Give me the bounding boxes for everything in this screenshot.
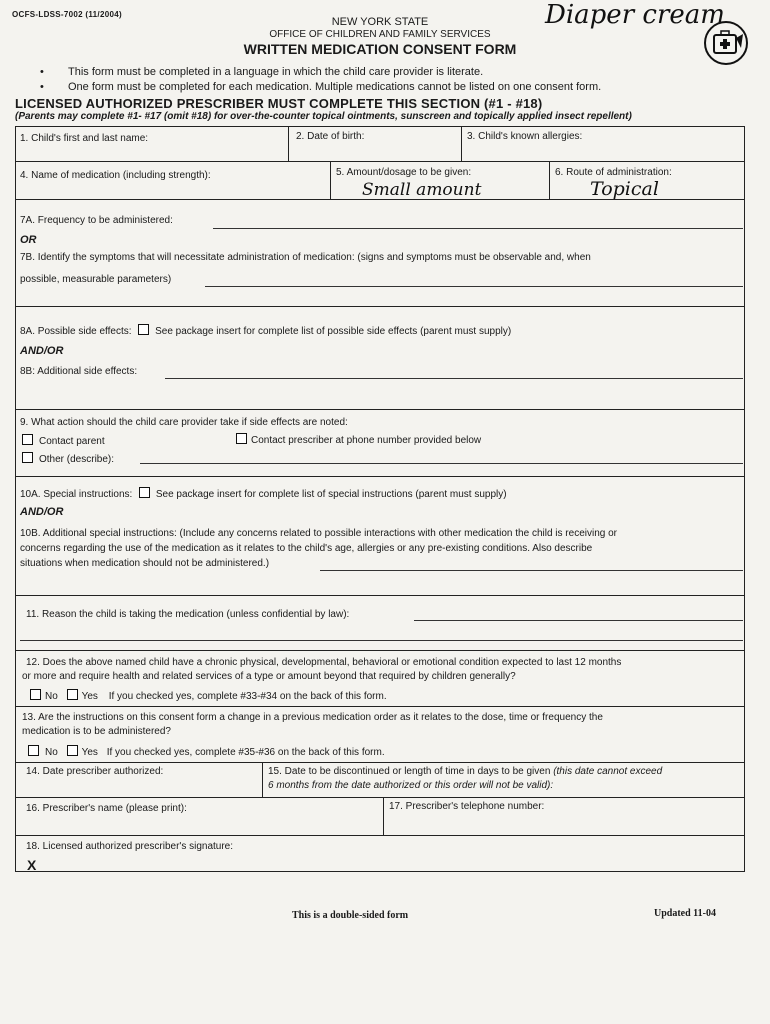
action-label: 9. What action should the child care provider take if side effects are noted:: [20, 417, 348, 428]
additional-side-effects-label: 8B: Additional side effects:: [20, 366, 138, 377]
frequency-label: 7A. Frequency to be administered:: [20, 215, 173, 226]
change-yes-checkbox[interactable]: [67, 745, 78, 756]
chronic-condition-label-2: or more and require health and related services of a type or amount beyond that required by children generally?: [22, 671, 516, 682]
discontinue-italic: (this date cannot exceed: [553, 766, 663, 777]
section-title: LICENSED AUTHORIZED PRESCRIBER MUST COMPLETE THIS SECTION (#1 - #18): [15, 96, 543, 111]
side-effects-package-text: See package insert for complete list of possible side effects (parent must supply): [155, 326, 512, 337]
chronic-condition-label: 12. Does the above named child have a chronic physical, developmental, behavioral or emotional condition expected to last 12 months: [26, 657, 622, 668]
handwritten-title: Diaper cream: [545, 0, 725, 30]
chronic-no-checkbox[interactable]: [30, 689, 41, 700]
discontinue-label: [268, 766, 662, 777]
special-instructions-package-text: See package insert for complete list of special instructions (parent must supply): [155, 489, 507, 500]
change-order-label-2: medication is to be administered?: [22, 726, 171, 737]
other-text: Other (describe):: [39, 454, 115, 465]
section-note: (Parents may complete #1- #17 (omit #18) for over-the-counter topical ointments, sunscreen and topically applied insect repellent): [15, 111, 632, 122]
contact-parent-text: Contact parent: [39, 436, 105, 447]
discontinue-text: 15. Date to be discontinued or length of time in days to be given: [268, 766, 551, 777]
reason-label: 11. Reason the child is taking the medication (unless confidential by law):: [26, 609, 350, 620]
contact-prescriber-option[interactable]: [236, 433, 481, 446]
side-effects-package-checkbox[interactable]: [138, 324, 149, 335]
chronic-no-text: No: [45, 691, 58, 702]
prescriber-phone-label: 17. Prescriber's telephone number:: [389, 801, 545, 812]
child-name-label: 1. Child's first and last name:: [20, 133, 149, 144]
medication-name-label: 4. Name of medication (including strength):: [20, 170, 211, 181]
dob-label: 2. Date of birth:: [296, 131, 365, 142]
signature-label: 18. Licensed authorized prescriber's signature:: [26, 841, 234, 852]
instruction-1: • This form must be completed in a language in which the child care provider is literate.: [68, 66, 483, 78]
other-checkbox[interactable]: [22, 452, 33, 463]
side-effects-text: 8A. Possible side effects:: [20, 326, 132, 337]
other-option[interactable]: [22, 452, 114, 465]
contact-parent-checkbox[interactable]: [22, 434, 33, 445]
chronic-yes-text: Yes: [81, 691, 98, 702]
symptoms-label-2: possible, measurable parameters): [20, 274, 172, 285]
state-name: NEW YORK STATE: [331, 16, 429, 28]
change-no-checkbox[interactable]: [28, 745, 39, 756]
side-effects-label: [20, 324, 511, 337]
additional-instructions-label-3: situations when medication should not be administered.): [20, 558, 270, 569]
updated-date: Updated 11-04: [654, 908, 716, 919]
chronic-condition-options: [30, 689, 387, 702]
allergies-label: 3. Child's known allergies:: [467, 131, 583, 142]
dosage-value: Small amount: [362, 180, 482, 200]
double-sided-note: This is a double-sided form: [292, 910, 409, 921]
symptoms-label: 7B. Identify the symptoms that will necessitate administration of medication: (signs and symptoms must be observable and, when: [20, 252, 591, 263]
change-note: If you checked yes, complete #35-#36 on the back of this form.: [106, 747, 385, 758]
page-title: WRITTEN MEDICATION CONSENT FORM: [243, 41, 517, 57]
medical-kit-icon: [703, 20, 749, 66]
or-label: OR: [20, 234, 37, 246]
form-code: OCFS-LDSS-7002 (11/2004): [12, 10, 122, 19]
change-no-text: No: [45, 747, 58, 758]
date-authorized-label: 14. Date prescriber authorized:: [26, 766, 164, 777]
change-order-options: [28, 745, 385, 758]
discontinue-label-2: 6 months from the date authorized or this order will not be valid):: [268, 780, 554, 791]
dosage-label: 5. Amount/dosage to be given:: [336, 167, 472, 178]
special-instructions-label: [20, 487, 507, 500]
andor-label: AND/OR: [20, 345, 64, 357]
contact-parent-option[interactable]: [22, 434, 105, 447]
special-instructions-text: 10A. Special instructions:: [20, 489, 133, 500]
change-order-label: 13. Are the instructions on this consent form a change in a previous medication order as it relates to the dose, time or frequency the: [22, 712, 603, 723]
additional-instructions-label-2: concerns regarding the use of the medication as it relates to the child's age, allergies or any pre-existing conditions. Also describe: [20, 543, 593, 554]
instruction-2: • One form must be completed for each medication. Multiple medications cannot be listed on one consent form.: [68, 81, 601, 93]
special-instructions-package-checkbox[interactable]: [139, 487, 150, 498]
prescriber-name-label: 16. Prescriber's name (please print):: [26, 803, 187, 814]
additional-instructions-label: 10B. Additional special instructions: (Include any concerns related to possible interactions with other medication the child is receiving or: [20, 528, 617, 539]
andor-label-2: AND/OR: [20, 506, 64, 518]
chronic-note: If you checked yes, complete #33-#34 on the back of this form.: [108, 691, 387, 702]
signature-x: X: [27, 857, 37, 873]
change-yes-text: Yes: [81, 747, 98, 758]
contact-prescriber-text: Contact prescriber at phone number provided below: [251, 435, 482, 446]
route-value: Topical: [590, 178, 659, 200]
office-name: OFFICE OF CHILDREN AND FAMILY SERVICES: [269, 29, 491, 40]
route-label: 6. Route of administration:: [555, 167, 672, 178]
chronic-yes-checkbox[interactable]: [67, 689, 78, 700]
contact-prescriber-checkbox[interactable]: [236, 433, 247, 444]
